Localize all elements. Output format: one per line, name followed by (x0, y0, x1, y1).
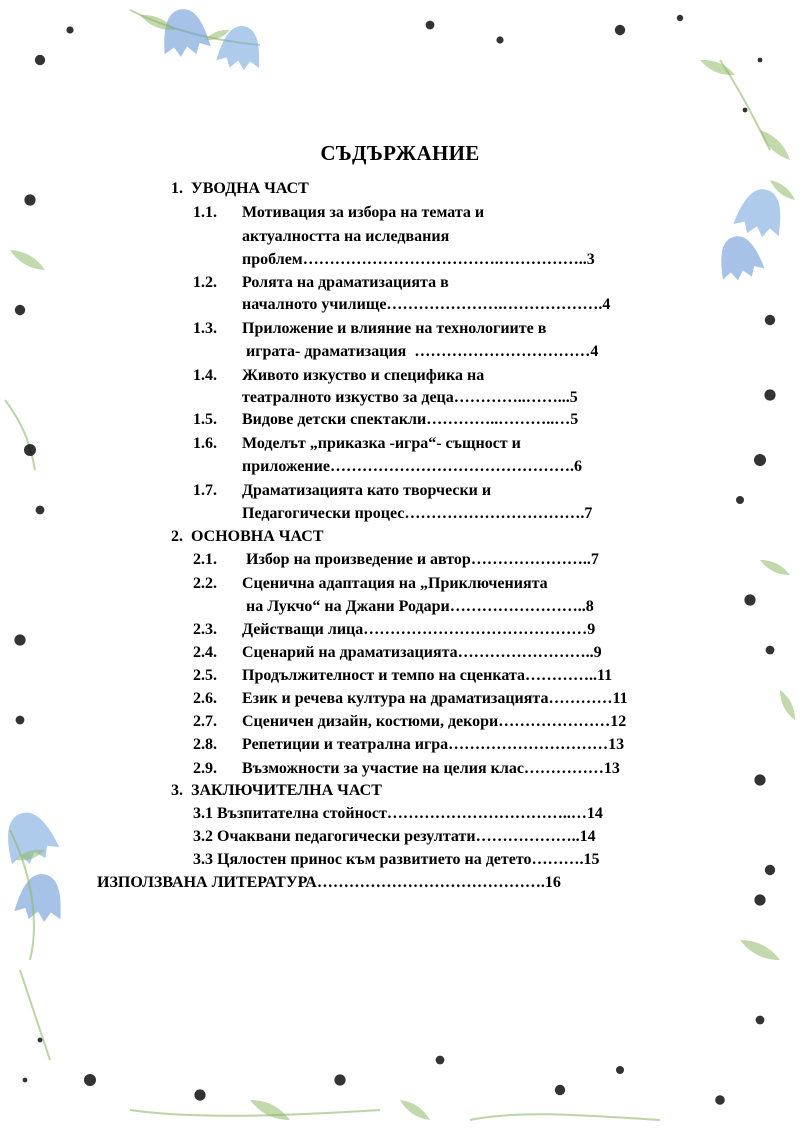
entry-number: 1.2. (193, 274, 217, 291)
section-3-heading: 3. ЗАКЛЮЧИТЕЛНА ЧАСТ (171, 782, 382, 799)
entry-text: началното училище………………….……………….4 (242, 296, 611, 313)
entry-text: Видове детски спектакли…………..………..…5 (242, 411, 579, 428)
entry-number: 2.5. (193, 667, 217, 684)
entry-number: 2.3. (193, 621, 217, 638)
entry-text: Живото изкуство и специфика на (242, 367, 485, 384)
entry-text: театралното изкуство за деца…………..……...5 (242, 389, 578, 406)
entry-number: 2.8. (193, 736, 217, 753)
entry-text: Сценична адаптация на „Приключенията (242, 575, 548, 592)
entry-text: на Лукчо“ на Джани Родари……………………..8 (242, 598, 594, 615)
page-title: СЪДЪРЖАНИЕ (320, 141, 480, 165)
entry-number: 1.3. (193, 320, 217, 337)
bibliography-heading: ИЗПОЛЗВАНА ЛИТЕРАТУРА…………………………………….16 (97, 874, 561, 891)
entry-number: 1.4. (193, 367, 217, 384)
entry-text: Продължителност и темпо на сценката…………..11 (242, 667, 613, 684)
entry-number: 2.6. (193, 690, 217, 707)
entry-text: 3.3 Цялостен принос към развитието на детето……….15 (193, 851, 600, 868)
entry-text: Избор на произведение и автор…………………..7 (242, 551, 599, 568)
entry-number: 1.6. (193, 435, 217, 452)
entry-text: Сценичен дизайн, костюми, декори…………………12 (242, 713, 627, 730)
entry-text: 3.2 Очаквани педагогически резултати………………..14 (193, 828, 596, 845)
entry-number: 2.9. (193, 760, 217, 777)
entry-text: проблем……………………………….……………..3 (242, 251, 595, 268)
entry-text: Драматизацията като творчески и (242, 482, 492, 499)
entry-text: Ролята на драматизацията в (242, 274, 449, 291)
entry-number: 1.1. (193, 204, 217, 221)
entry-text: Моделът „приказка -игра“- същност и (242, 435, 521, 452)
entry-number: 1.5. (193, 411, 217, 428)
entry-text: Репетиции и театрална игра…………………………13 (242, 736, 625, 753)
entry-number: 2.4. (193, 644, 217, 661)
entry-text: приложение……………………………………….6 (242, 458, 582, 475)
entry-number: 2.1. (193, 551, 217, 568)
entry-text: Възможности за участие на целия клас……………13 (242, 760, 620, 777)
entry-text: Мотивация за избора на темата и (242, 204, 485, 221)
entry-text: Сценарий на драматизацията……………………..9 (242, 644, 602, 661)
entry-number: 1.7. (193, 482, 217, 499)
entry-text: 3.1 Възпитателна стойност……………………………..…14 (193, 805, 603, 822)
entry-number: 2.2. (193, 575, 217, 592)
section-1-heading: 1. УВОДНА ЧАСТ (171, 180, 309, 197)
entry-text: Педагогически процес…………………………….7 (242, 505, 593, 522)
entry-number: 2.7. (193, 713, 217, 730)
section-2-heading: 2. ОСНОВНА ЧАСТ (171, 528, 324, 545)
entry-text: Действащи лица……………………………………9 (242, 621, 596, 638)
entry-text: Приложение и влияние на технологиите в (242, 320, 547, 337)
entry-text: актуалността на иследвания (242, 228, 450, 245)
entry-text: Език и речева култура на драматизацията…………11 (242, 690, 628, 707)
entry-text: играта- драматизация ……………………………4 (242, 343, 599, 360)
